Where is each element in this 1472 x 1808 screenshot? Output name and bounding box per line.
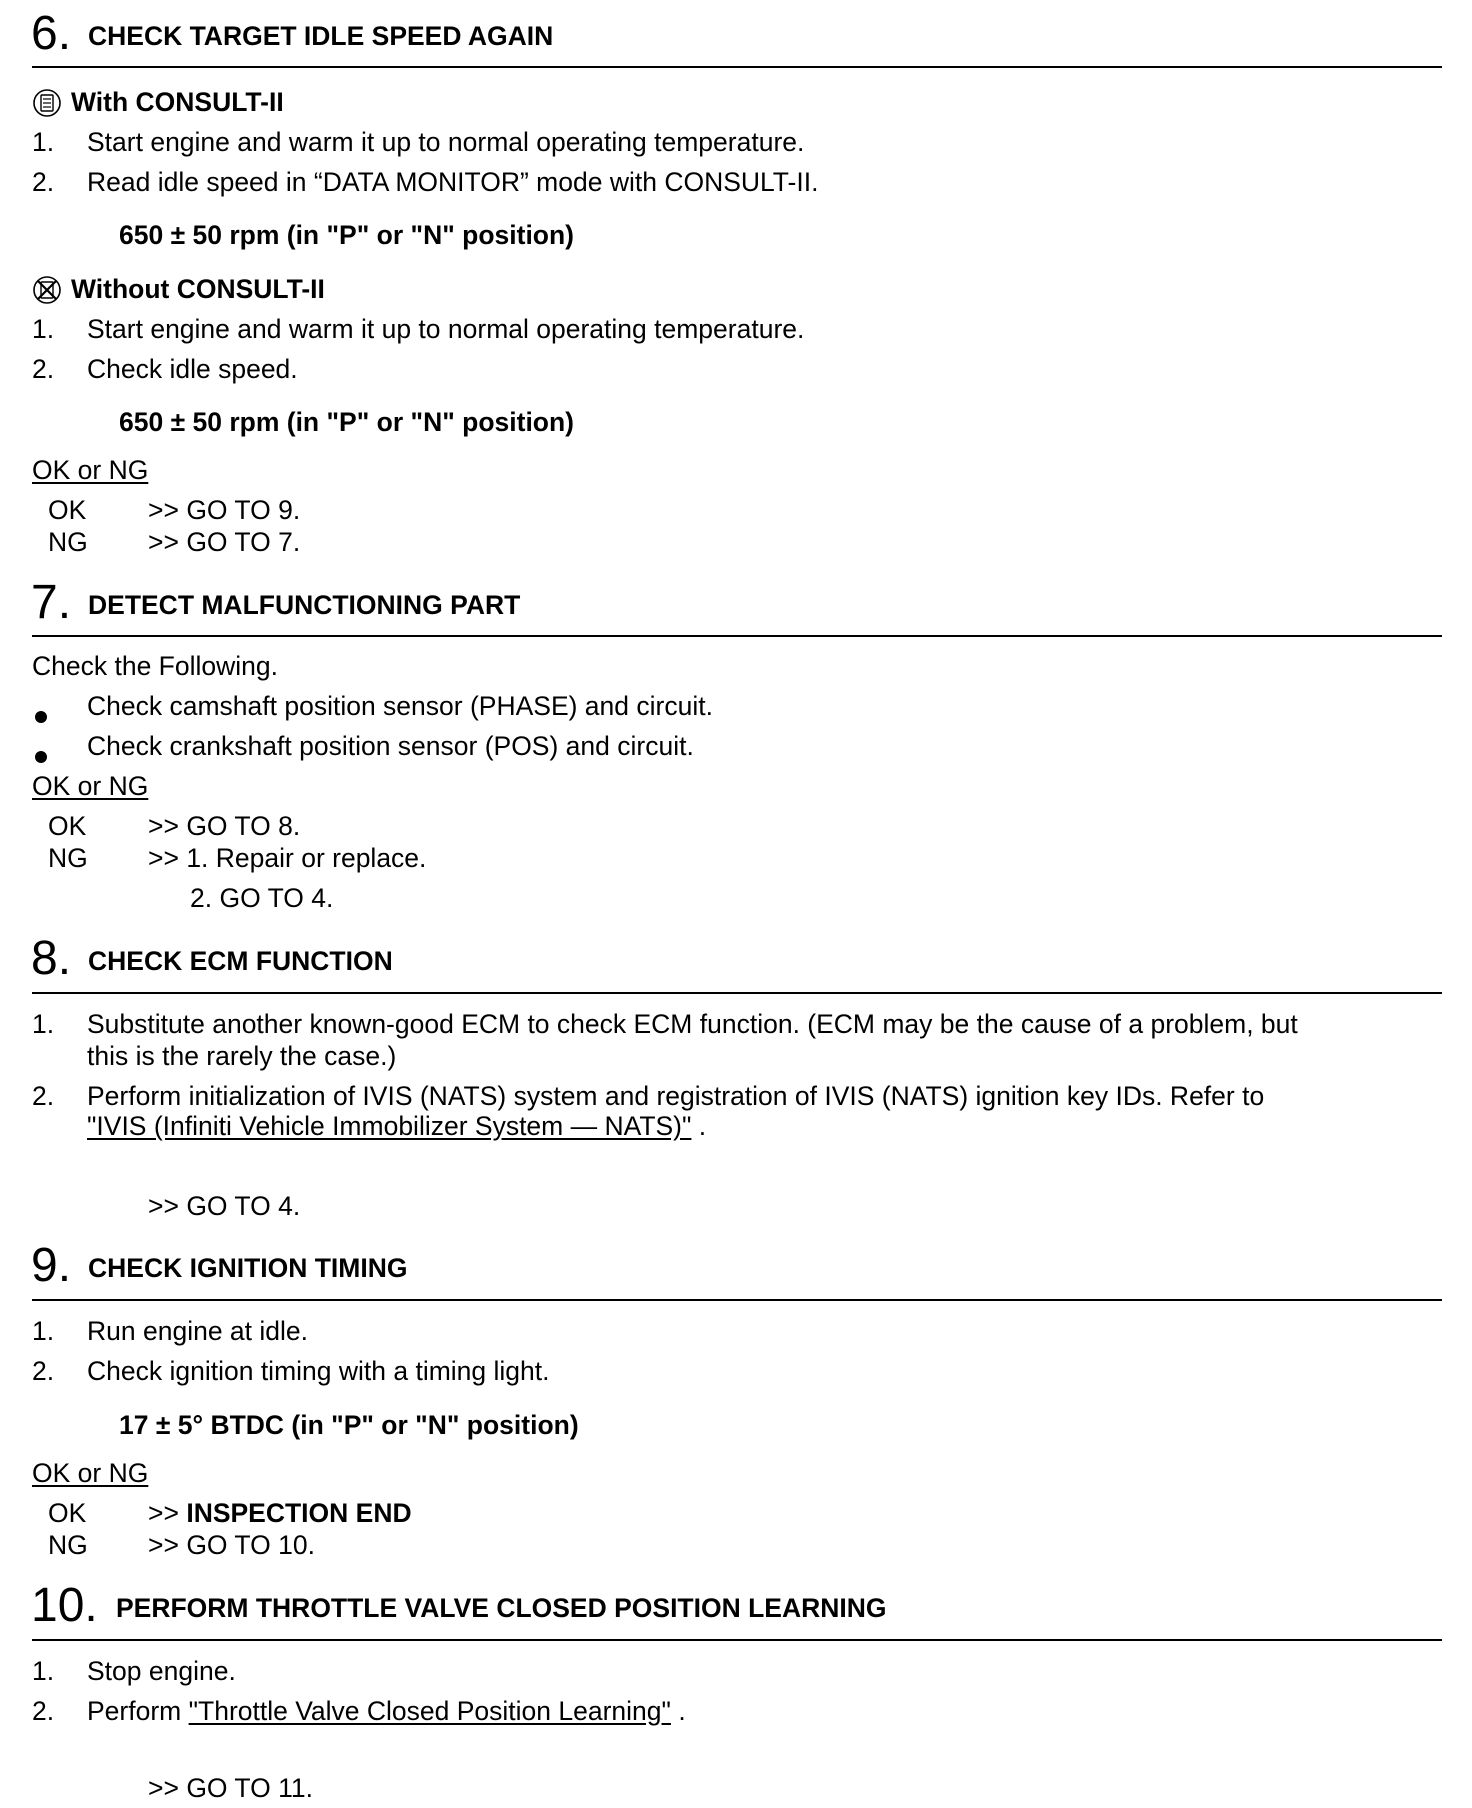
ng-label: NG [48, 1530, 88, 1560]
inspection-end: INSPECTION END [186, 1498, 412, 1528]
goto-action: >> GO TO 4. [148, 1191, 301, 1221]
ok-or-ng-heading: OK or NG [32, 1458, 149, 1488]
link-tail: . [670, 1696, 686, 1726]
section-7-number: 7. [31, 576, 72, 629]
bullet-dot [35, 751, 47, 763]
ok-label: OK [48, 495, 87, 525]
list-number: 2. [32, 1696, 55, 1726]
section-8-title: CHECK ECM FUNCTION [88, 946, 393, 976]
ng-action-2: 2. GO TO 4. [190, 883, 334, 913]
section-6-title: CHECK TARGET IDLE SPEED AGAIN [88, 21, 554, 51]
list-number: 1. [32, 1316, 55, 1346]
ok-arrow: >> [148, 1498, 187, 1528]
step-text: Start engine and warm it up to normal operating temperature. [87, 314, 805, 344]
spec-idle-speed: 650 ± 50 rpm (in "P" or "N" position) [119, 407, 575, 437]
step-text-cont [87, 1110, 706, 1142]
list-number: 1. [32, 314, 55, 344]
list-number: 2. [32, 1081, 55, 1111]
consult-ii-icon [32, 88, 62, 118]
section-9-number: 9. [31, 1239, 72, 1292]
step-prefix: Perform [87, 1696, 189, 1726]
list-number: 2. [32, 1356, 55, 1386]
list-number: 1. [32, 127, 55, 157]
section-10-title: PERFORM THROTTLE VALVE CLOSED POSITION LEARNING [116, 1593, 887, 1623]
link-tail: . [691, 1111, 707, 1141]
step-text: Stop engine. [87, 1656, 236, 1686]
bullet-text: Check camshaft position sensor (PHASE) and circuit. [87, 691, 713, 721]
ng-action: >> GO TO 10. [148, 1530, 315, 1560]
goto-action: >> GO TO 11. [148, 1773, 313, 1803]
without-consult-icon [32, 275, 62, 305]
section-8-rule [32, 992, 1442, 994]
spec-ignition-timing: 17 ± 5° BTDC (in "P" or "N" position) [119, 1410, 579, 1440]
step-text: Check idle speed. [87, 354, 298, 384]
step-text: Substitute another known-good ECM to check ECM function. (ECM may be the cause of a problem, but [87, 1009, 1298, 1039]
step-text: Start engine and warm it up to normal operating temperature. [87, 127, 805, 157]
spec-idle-speed: 650 ± 50 rpm (in "P" or "N" position) [119, 220, 575, 250]
section-9-title: CHECK IGNITION TIMING [88, 1253, 408, 1283]
step-text: Read idle speed in “DATA MONITOR” mode with CONSULT-II. [87, 167, 819, 197]
section-6-number: 6. [31, 7, 72, 60]
section-10-rule [32, 1639, 1442, 1641]
list-number: 1. [32, 1656, 55, 1686]
ivis-nats-link[interactable]: "IVIS (Infiniti Vehicle Immobilizer System — NATS)" [87, 1111, 692, 1141]
section-10-number: 10. [31, 1579, 98, 1632]
step-text: Perform initialization of IVIS (NATS) system and registration of IVIS (NATS) ignition key IDs. Refer to [87, 1081, 1265, 1111]
list-number: 1. [32, 1009, 55, 1039]
ok-action: >> GO TO 9. [148, 495, 301, 525]
bullet-text: Check crankshaft position sensor (POS) and circuit. [87, 731, 694, 761]
throttle-valve-learning-link[interactable]: "Throttle Valve Closed Position Learning" [188, 1696, 671, 1726]
section-8-number: 8. [31, 932, 72, 985]
ng-action: >> 1. Repair or replace. [148, 843, 427, 873]
with-consult-label: With CONSULT-II [71, 87, 284, 117]
ok-action: >> GO TO 8. [148, 811, 301, 841]
section-9-rule [32, 1299, 1442, 1301]
intro-text: Check the Following. [32, 651, 278, 681]
ok-label: OK [48, 1498, 87, 1528]
step-text [87, 1695, 686, 1727]
list-number: 2. [32, 167, 55, 197]
ng-label: NG [48, 527, 88, 557]
step-text: Check ignition timing with a timing light. [87, 1356, 550, 1386]
ok-or-ng-heading: OK or NG [32, 455, 149, 485]
list-number: 2. [32, 354, 55, 384]
section-7-rule [32, 635, 1442, 637]
without-consult-label: Without CONSULT-II [71, 274, 325, 304]
ok-or-ng-heading: OK or NG [32, 771, 149, 801]
section-6-rule [32, 66, 1442, 68]
ok-action [148, 1497, 412, 1529]
bullet-dot [35, 711, 47, 723]
ok-label: OK [48, 811, 87, 841]
step-text: Run engine at idle. [87, 1316, 308, 1346]
section-7-title: DETECT MALFUNCTIONING PART [88, 590, 521, 620]
ng-action: >> GO TO 7. [148, 527, 301, 557]
step-text-cont: this is the rarely the case.) [87, 1041, 397, 1071]
ng-label: NG [48, 843, 88, 873]
